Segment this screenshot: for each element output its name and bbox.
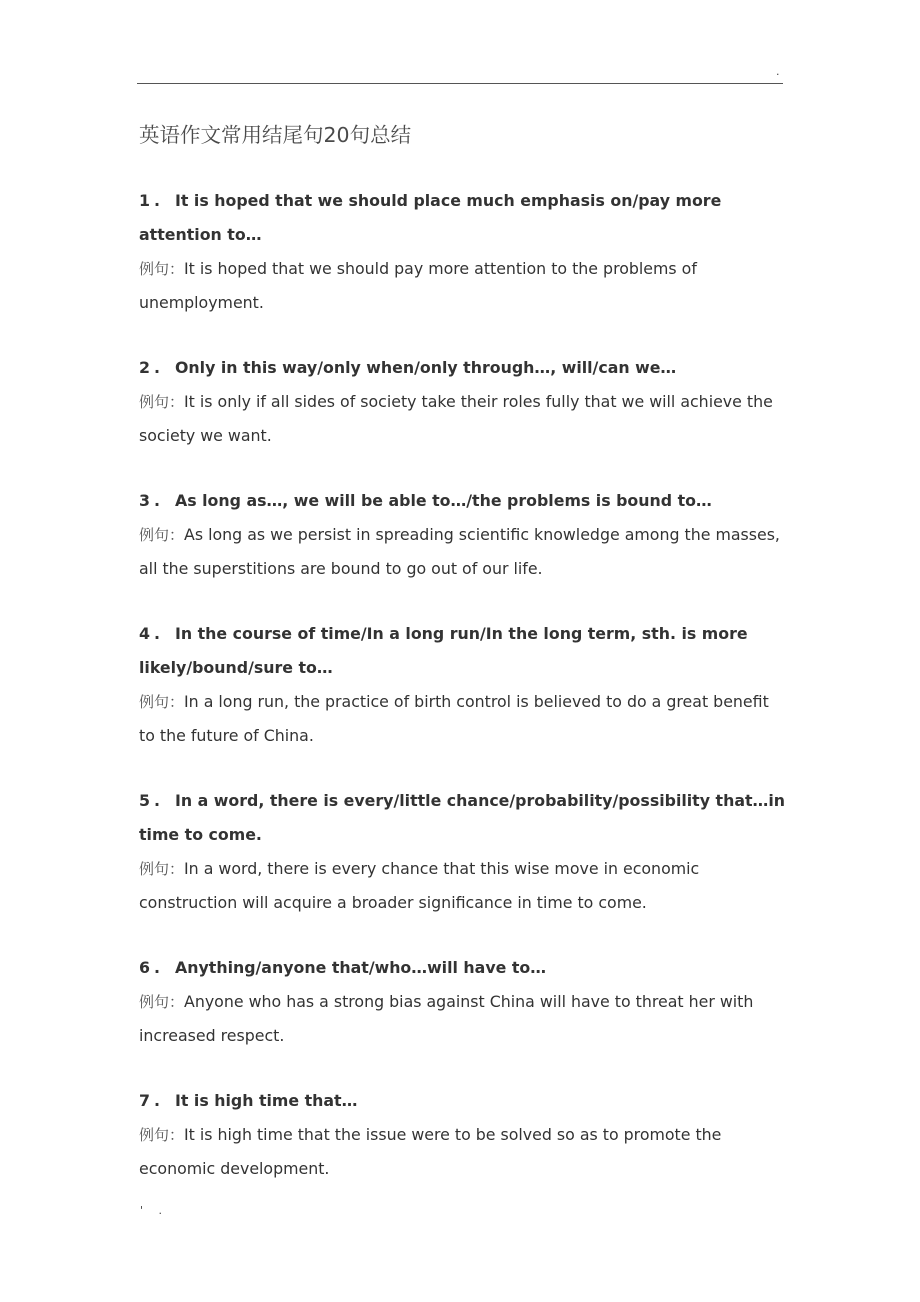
example-text: It is hoped that we should pay more attention to the problems of unemployment. xyxy=(139,259,697,312)
phrase-heading-text: Only in this way/only when/only through…, will/can we… xyxy=(175,358,677,377)
example-label: 例句： xyxy=(139,993,185,1011)
phrase-heading xyxy=(139,351,789,385)
example-sentence xyxy=(139,985,789,1053)
header-rule xyxy=(137,83,783,84)
example-text: It is high time that the issue were to be solved so as to promote the economic development. xyxy=(139,1125,722,1178)
example-text: Anyone who has a strong bias against China will have to threat her with increased respect. xyxy=(139,992,754,1045)
phrase-heading xyxy=(139,617,789,685)
example-label: 例句： xyxy=(139,693,185,711)
phrase-number: 6 xyxy=(139,958,150,977)
phrase-number: 4 xyxy=(139,624,150,643)
phrase-number-separator: . xyxy=(154,191,161,210)
example-sentence xyxy=(139,385,789,453)
phrase-number: 3 xyxy=(139,491,150,510)
example-text: It is only if all sides of society take their roles fully that we will achieve the society we want. xyxy=(139,392,773,445)
phrase-number-separator: . xyxy=(154,624,161,643)
example-label: 例句： xyxy=(139,260,185,278)
phrase-number-separator: . xyxy=(154,358,161,377)
phrase-heading xyxy=(139,784,789,852)
phrase-number-separator: . xyxy=(154,491,161,510)
phrase-number: 7 xyxy=(139,1091,150,1110)
example-label: 例句： xyxy=(139,1126,185,1144)
example-sentence xyxy=(139,685,789,753)
example-text: In a long run, the practice of birth control is believed to do a great benefit to the future of China. xyxy=(139,692,769,745)
phrase-heading xyxy=(139,484,789,518)
document-title: 英语作文常用结尾句20句总结 xyxy=(139,123,412,147)
phrase-item xyxy=(139,951,789,1053)
phrase-item xyxy=(139,784,789,920)
phrase-heading-text: In a word, there is every/little chance/probability/possibility that…in time to come. xyxy=(139,791,786,844)
example-sentence xyxy=(139,518,789,586)
phrase-item xyxy=(139,617,789,753)
header-corner-mark: . xyxy=(776,65,780,78)
phrase-number-separator: . xyxy=(154,1091,161,1110)
phrase-heading xyxy=(139,951,789,985)
phrase-heading xyxy=(139,184,789,252)
phrase-number-separator: . xyxy=(154,791,161,810)
footer-mark: ' . xyxy=(140,1204,169,1217)
phrase-heading xyxy=(139,1084,789,1118)
phrase-heading-text: Anything/anyone that/who…will have to… xyxy=(175,958,547,977)
phrase-number: 2 xyxy=(139,358,150,377)
example-text: In a word, there is every chance that this wise move in economic construction will acquire a broader significance in time to come. xyxy=(139,859,700,912)
example-label: 例句： xyxy=(139,526,185,544)
example-sentence xyxy=(139,1118,789,1186)
phrase-item xyxy=(139,351,789,453)
phrase-heading-text: In the course of time/In a long run/In the long term, sth. is more likely/bound/sure to… xyxy=(139,624,748,677)
example-label: 例句： xyxy=(139,860,185,878)
phrase-item xyxy=(139,484,789,586)
phrase-heading-text: It is hoped that we should place much emphasis on/pay more attention to… xyxy=(139,191,722,244)
phrase-item xyxy=(139,184,789,320)
phrase-heading-text: It is high time that… xyxy=(175,1091,358,1110)
example-text: As long as we persist in spreading scientific knowledge among the masses, all the superstitions are bound to go out of our life. xyxy=(139,525,780,578)
phrase-list xyxy=(139,184,789,1217)
phrase-heading-text: As long as…, we will be able to…/the problems is bound to… xyxy=(175,491,712,510)
phrase-number: 1 xyxy=(139,191,150,210)
example-sentence xyxy=(139,852,789,920)
example-label: 例句： xyxy=(139,393,185,411)
phrase-number: 5 xyxy=(139,791,150,810)
phrase-number-separator: . xyxy=(154,958,161,977)
phrase-item xyxy=(139,1084,789,1186)
example-sentence xyxy=(139,252,789,320)
